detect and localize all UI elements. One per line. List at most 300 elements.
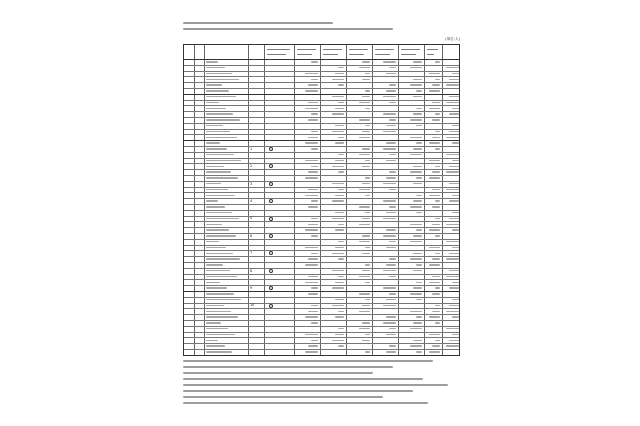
table-header-cell (297, 54, 312, 55)
table-row-divider (184, 349, 459, 350)
table-cell (311, 322, 318, 323)
table-cell (429, 142, 440, 143)
table-cell (305, 108, 318, 109)
table-cell (332, 305, 344, 306)
table-row-label (206, 282, 220, 283)
table-cell (429, 177, 440, 178)
table-cell (386, 212, 396, 213)
table-cell (386, 247, 396, 248)
table-cell (335, 229, 344, 230)
table-cell (449, 183, 459, 184)
table-cell (335, 142, 344, 143)
table-cell (432, 171, 440, 172)
table-row-label (206, 79, 239, 80)
table-row-label (206, 270, 230, 271)
table-row-number: 3 (250, 181, 253, 186)
table-cell (446, 311, 459, 312)
table-cell (429, 351, 440, 352)
table-cell (362, 235, 370, 236)
table-row-label (206, 218, 239, 219)
table-cell (383, 131, 396, 132)
table-row-divider (184, 297, 459, 298)
table-cell (389, 189, 396, 190)
table-cell (413, 270, 422, 271)
statistics-table (183, 44, 460, 356)
table-row-label (206, 160, 241, 161)
table-row-label (206, 171, 231, 172)
table-cell (338, 189, 344, 190)
table-row-divider (184, 221, 459, 222)
table-row-label (206, 67, 225, 68)
table-row-divider (184, 332, 459, 333)
table-cell (305, 73, 318, 74)
table-row-divider (184, 192, 459, 193)
table-cell (410, 171, 422, 172)
footnote-line (183, 366, 393, 368)
table-cell (413, 322, 422, 323)
table-cell (449, 305, 459, 306)
table-cell (359, 102, 370, 103)
table-cell (365, 73, 370, 74)
table-cell (308, 206, 318, 207)
table-cell (429, 247, 440, 248)
table-cell (452, 316, 459, 317)
table-header-cell (267, 49, 290, 50)
table-cell (429, 108, 440, 109)
table-cell (332, 253, 344, 254)
table-row-divider (184, 216, 459, 217)
table-cell (383, 200, 396, 201)
table-cell (305, 247, 318, 248)
footnote-line (183, 378, 423, 380)
table-cell (410, 311, 422, 312)
table-header-cell (349, 54, 364, 55)
table-cell (416, 316, 422, 317)
table-cell (338, 84, 344, 85)
table-cell (446, 345, 459, 346)
table-row-divider (184, 279, 459, 280)
table-cell (308, 258, 318, 259)
table-row-divider (184, 163, 459, 164)
table-row-label (206, 328, 228, 329)
table-cell (429, 334, 440, 335)
table-row-divider (184, 233, 459, 234)
table-cell (332, 183, 344, 184)
table-cell (359, 276, 370, 277)
table-cell (311, 200, 318, 201)
table-cell (452, 160, 459, 161)
table-cell (416, 177, 422, 178)
table-cell (389, 241, 396, 242)
table-cell (308, 189, 318, 190)
table-cell (308, 345, 318, 346)
table-cell (386, 229, 396, 230)
table-cell (432, 311, 440, 312)
table-cell (432, 119, 440, 120)
table-cell (308, 171, 318, 172)
table-cell (429, 229, 440, 230)
table-header-cell (323, 49, 342, 50)
table-row-label (206, 351, 232, 352)
table-cell (311, 218, 318, 219)
table-cell (410, 293, 422, 294)
table-cell (410, 84, 422, 85)
table-cell (386, 299, 396, 300)
table-row-number: 5 (250, 216, 253, 221)
table-row-divider (184, 140, 459, 141)
table-cell (413, 200, 422, 201)
table-cell (311, 305, 318, 306)
document-page (183, 20, 460, 412)
table-cell (413, 166, 422, 167)
table-cell (446, 276, 459, 277)
table-cell (332, 79, 344, 80)
table-cell (449, 166, 459, 167)
footnote-line (183, 396, 383, 398)
table-cell (449, 340, 459, 341)
table-row-divider (184, 123, 459, 124)
table-cell (311, 113, 318, 114)
table-row-label (206, 340, 218, 341)
table-header-cell (267, 54, 286, 55)
table-row-divider (184, 245, 459, 246)
table-cell (338, 311, 344, 312)
table-cell (332, 166, 344, 167)
table-header-cell (401, 49, 420, 50)
table-row-label (206, 166, 224, 167)
table-cell (332, 113, 344, 114)
table-cell (362, 270, 370, 271)
table-cell (435, 305, 440, 306)
table-row-label (206, 235, 236, 236)
table-cell (416, 351, 422, 352)
table-row-divider (184, 134, 459, 135)
table-header-cell (401, 54, 416, 55)
table-cell (416, 229, 422, 230)
table-cell (332, 131, 344, 132)
table-cell (383, 322, 396, 323)
table-cell (435, 253, 440, 254)
table-cell (432, 137, 440, 138)
table-cell (413, 96, 422, 97)
table-cell (335, 247, 344, 248)
table-cell (338, 241, 344, 242)
table-cell (410, 137, 422, 138)
table-cell (446, 328, 459, 329)
table-row-label (206, 299, 241, 300)
table-cell (449, 79, 459, 80)
table-cell (359, 119, 370, 120)
table-row-label (206, 195, 235, 196)
table-row-label (206, 258, 240, 259)
table-row-label (206, 61, 218, 62)
table-cell (432, 345, 440, 346)
table-cell (362, 322, 370, 323)
table-cell (452, 282, 459, 283)
table-cell (305, 177, 318, 178)
table-cell (413, 148, 422, 149)
table-row-label (206, 212, 232, 213)
table-cell (332, 287, 344, 288)
table-cell (413, 113, 422, 114)
table-cell (365, 160, 370, 161)
table-cell (359, 224, 370, 225)
table-cell (365, 351, 370, 352)
table-cell (416, 195, 422, 196)
table-cell (452, 142, 459, 143)
table-row-label (206, 322, 221, 323)
table-row-divider (184, 146, 459, 147)
table-row-number: 6 (250, 233, 253, 238)
table-row-label (206, 305, 224, 306)
table-cell (386, 264, 396, 265)
table-cell (389, 102, 396, 103)
table-cell (416, 125, 422, 126)
table-cell (452, 73, 459, 74)
table-cell (383, 113, 396, 114)
table-cell (452, 125, 459, 126)
table-cell (335, 73, 344, 74)
table-cell (338, 345, 344, 346)
table-cell (332, 340, 344, 341)
table-cell (449, 253, 459, 254)
table-cell (365, 247, 370, 248)
table-cell (365, 125, 370, 126)
table-cell (446, 241, 459, 242)
table-row-number: 10 (250, 303, 255, 308)
table-cell (432, 258, 440, 259)
table-row-divider (184, 291, 459, 292)
table-row-label (206, 224, 222, 225)
table-cell (386, 316, 396, 317)
table-cell (308, 311, 318, 312)
table-row-label (206, 253, 233, 254)
table-cell (335, 125, 344, 126)
table-cell (386, 177, 396, 178)
table-cell (311, 79, 318, 80)
table-cell (389, 154, 396, 155)
table-cell (446, 102, 459, 103)
table-cell (308, 293, 318, 294)
table-cell (410, 154, 422, 155)
table-cell (389, 345, 396, 346)
table-cell (308, 137, 318, 138)
table-row-divider (184, 65, 459, 66)
footnote-line (183, 384, 448, 386)
table-cell (452, 247, 459, 248)
table-cell (383, 235, 396, 236)
table-cell (359, 154, 370, 155)
table-cell (429, 160, 440, 161)
table-cell (435, 322, 440, 323)
table-row-divider (184, 100, 459, 101)
table-cell (311, 166, 318, 167)
table-row-number: 9 (250, 286, 253, 290)
table-cell (452, 212, 459, 213)
table-cell (416, 108, 422, 109)
table-cell (386, 351, 396, 352)
table-row-divider (184, 343, 459, 344)
table-row-divider (184, 71, 459, 72)
table-cell (383, 96, 396, 97)
table-cell (305, 316, 318, 317)
table-cell (410, 206, 422, 207)
table-cell (365, 282, 370, 283)
table-cell (429, 282, 440, 283)
table-cell (435, 218, 440, 219)
table-row-divider (184, 274, 459, 275)
table-row-label (206, 293, 234, 294)
table-cell (416, 282, 422, 283)
table-row-label (206, 334, 235, 335)
table-cell (311, 340, 318, 341)
table-cell (338, 276, 344, 277)
table-cell (311, 148, 318, 149)
table-row-label (206, 90, 229, 91)
table-cell (332, 218, 344, 219)
table-row-label (206, 154, 234, 155)
table-cell (359, 137, 370, 138)
table-cell (389, 258, 396, 259)
table-cell (308, 102, 318, 103)
table-row-divider (184, 82, 459, 83)
table-header-cell (427, 54, 434, 55)
table-row-number: 4 (250, 199, 253, 203)
table-cell (435, 148, 440, 149)
title-line-1 (183, 22, 333, 24)
table-row-label (206, 142, 220, 143)
table-row-label (206, 287, 227, 288)
table-cell (429, 264, 440, 265)
table-row-divider (184, 326, 459, 327)
table-row-divider (184, 94, 459, 95)
table-row-divider (184, 268, 459, 269)
table-cell (410, 119, 422, 120)
table-cell (410, 328, 422, 329)
table-cell (389, 67, 396, 68)
table-header-divider (184, 59, 459, 60)
table-cell (432, 84, 440, 85)
table-row-label (206, 276, 237, 277)
table-cell (311, 61, 318, 62)
table-row-label (206, 241, 219, 242)
table-cell (389, 206, 396, 207)
table-cell (362, 340, 370, 341)
table-cell (359, 328, 370, 329)
table-cell (305, 282, 318, 283)
table-cell (386, 142, 396, 143)
table-cell (429, 195, 440, 196)
table-row-divider (184, 250, 459, 251)
table-cell (446, 224, 459, 225)
table-cell (383, 270, 396, 271)
table-row-label (206, 311, 231, 312)
table-cell (435, 131, 440, 132)
table-cell (413, 61, 422, 62)
table-cell (335, 334, 344, 335)
table-row-divider (184, 210, 459, 211)
table-header-cell (427, 49, 438, 50)
table-cell (410, 241, 422, 242)
table-cell (446, 84, 459, 85)
table-cell (432, 293, 440, 294)
table-cell (383, 287, 396, 288)
table-cell (389, 84, 396, 85)
table-cell (413, 183, 422, 184)
table-cell (452, 334, 459, 335)
table-row-divider (184, 227, 459, 228)
table-cell (308, 276, 318, 277)
table-cell (365, 90, 370, 91)
table-cell (435, 79, 440, 80)
table-row-label (206, 119, 240, 120)
table-cell (386, 73, 396, 74)
table-cell (410, 258, 422, 259)
table-cell (383, 61, 396, 62)
table-cell (452, 229, 459, 230)
table-row-label (206, 125, 223, 126)
row-marker-circle (269, 251, 273, 255)
table-cell (410, 67, 422, 68)
table-cell (311, 235, 318, 236)
table-cell (389, 171, 396, 172)
table-row-divider (184, 262, 459, 263)
table-row-divider (184, 88, 459, 89)
row-marker-circle (269, 234, 273, 238)
row-marker-circle (269, 147, 273, 151)
table-cell (389, 328, 396, 329)
table-cell (446, 189, 459, 190)
table-cell (435, 113, 440, 114)
table-cell (413, 287, 422, 288)
table-cell (386, 160, 396, 161)
table-cell (335, 160, 344, 161)
row-marker-circle (269, 164, 273, 168)
table-row-divider (184, 117, 459, 118)
table-cell (449, 200, 459, 201)
table-row-divider (184, 198, 459, 199)
table-cell (365, 108, 370, 109)
table-row-divider (184, 129, 459, 130)
row-marker-circle (269, 269, 273, 273)
table-cell (362, 183, 370, 184)
table-row-label (206, 96, 236, 97)
footnote-line (183, 360, 433, 362)
table-row-divider (184, 204, 459, 205)
table-cell (359, 206, 370, 207)
table-cell (305, 264, 318, 265)
table-row-divider (184, 181, 459, 182)
table-cell (446, 154, 459, 155)
row-marker-circle (269, 304, 273, 308)
table-cell (432, 102, 440, 103)
table-cell (383, 183, 396, 184)
table-cell (449, 96, 459, 97)
table-cell (449, 270, 459, 271)
table-cell (305, 351, 318, 352)
table-cell (435, 287, 440, 288)
table-row-number: 8 (250, 268, 253, 273)
table-row-divider (184, 152, 459, 153)
table-cell (413, 235, 422, 236)
row-marker-circle (269, 199, 273, 203)
table-cell (311, 253, 318, 254)
table-cell (386, 334, 396, 335)
table-cell (332, 96, 344, 97)
table-cell (365, 264, 370, 265)
table-cell (416, 212, 422, 213)
table-row-divider (184, 111, 459, 112)
